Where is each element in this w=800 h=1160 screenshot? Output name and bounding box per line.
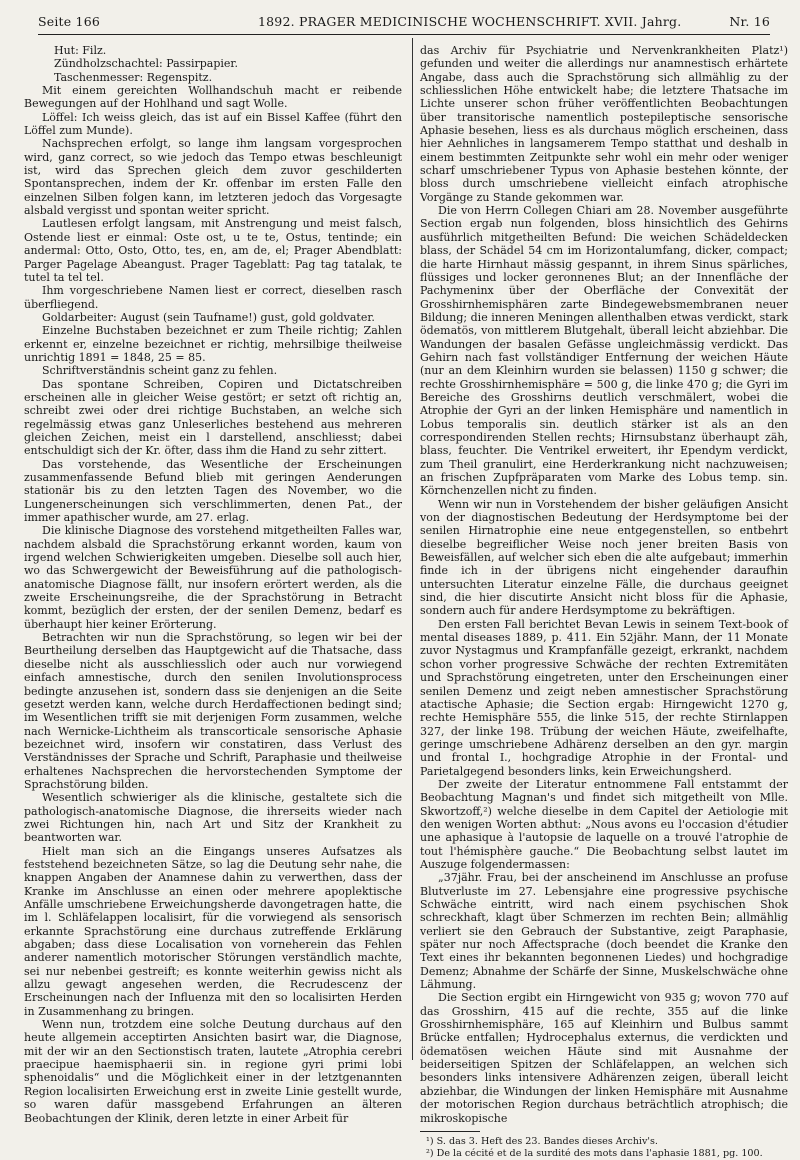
paragraph: Hielt man sich an die Eingangs unseres Aufsatzes als feststehend bezeichneten Sätze, so lag die Deutung sehr nahe, die knappen Angaben der Anamnese dahin zu verwerthen, dass der Kranke im Anschlusse an einen oder mehrere apoplektische Anfälle umschriebene Erweichungsherde davongetragen hatte, die im l. Schläfelappen localisirt, für die vorwiegend als sensorisch erkannte Sprachstörung eine durchaus zutreffende Erklärung abgaben; dass diese Localisation von vorneherein das Fehlen anderer namentlich motorischer Störungen verständlich machte, sei nur nebenbei gestreift; es konnte weiterhin gewiss nicht als allzu gewagt angesehen werden, die Recrudescenz der Erscheinungen nach der Influenza mit den so localisirten Herden in Zusammenhang zu bringen. xyxy=(24,844,402,1018)
paragraph: Ihm vorgeschriebene Namen liest er correct, dieselben rasch überfliegend. xyxy=(24,284,402,311)
paragraph: Mit einem gereichten Wollhandschuh macht er reibende Bewegungen auf der Hohlhand und sagt Wolle. xyxy=(24,84,402,111)
paragraph: Die Section ergibt ein Hirngewicht von 935 g; wovon 770 auf das Grosshirn, 415 auf die rechte, 355 auf die linke Grosshirnhemisphäre, 165 auf Kleinhirn und Bulbus sammt Brücke entfallen; Hydrocephalus externus, die verdickten und ödematösen weichen Häute sind mit Ausnahme der beiderseitigen Spitzen der Schläfelappen, an welchen sich besonders links intensivere Adhärenzen zeigen, überall leicht abziehbar, die Windungen der linken Hemisphäre mit Ausnahme der motorischen Region durchaus beträchtlich atrophisch; die mikroskopische xyxy=(420,991,788,1125)
paragraph: Einzelne Buchstaben bezeichnet er zum Theile richtig; Zahlen erkennt er, einzelne bezeichnet er richtig, mehrsilbige theilweise unrichtig 1891 = 1848, 25 = 85. xyxy=(24,324,402,364)
paragraph: Den ersten Fall berichtet Bevan Lewis in seinem Text-book of mental diseases 1889, p. 411. Ein 52jähr. Mann, der 11 Monate zuvor Nystagmus und Krampfanfälle gezeigt, erkrankt, nachdem schon vorher progressive Schwäche der rechten Extremitäten und Sprachstörung eingetreten, unter den Erscheinungen einer senilen Demenz und zeigt neben amnestischer Sprachstörung atactische Aphasie; die Section ergab: Hirngewicht 1270 g, rechte Hemisphäre 555, die linke 515, der rechte Stirnlappen 327, der linke 198. Trübung der weichen Häute, zweifelhafte, geringe umschriebene Adhärenz derselben an den gyr. margin und frontal I., hochgradige Atrophie in der Frontal- und Parietalgegend besonders links, kein Erweichungsherd. xyxy=(420,617,788,778)
paragraph: Goldarbeiter: August (sein Taufname!) gust, gold goldvater. xyxy=(42,310,375,324)
right-column xyxy=(420,44,788,1160)
header-rule xyxy=(38,34,770,35)
quoted-paragraph: „37jähr. Frau, bei der anscheinend im Anschlusse an profuse Blutverluste im 27. Lebensjahre eine progressive psychische Schwäche eintritt, wird nach einem psychischen Shok schreckhaft, klagt über Schmerzen im rechten Bein; allmählig verliert sie den Gebrauch der Substantive, zeigt Paraphasie, später nur noch Affectsprache (doch beendet die Kranke den Text eines ihr bekannten begonnenen Liedes) und hochgradige Demenz; Abnahme der Schärfe der Sinne, Muskelschwäche ohne Lähmung. xyxy=(420,871,788,992)
paragraph: Der zweite der Literatur entnommene Fall entstammt der Beobachtung Magnan's und findet sich mitgetheilt von Mlle. Skwortzoff,²) welche dieselbe in dem Capitel der Aetiologie mit den wenigen Worten abthut: „Nous avons eu l'occasion d'étudier une aphasique à l'autopsie de laquelle on a trouvé l'atrophie de tout l'hémisphère gauche.“ Die Beobachtung selbst lautet im Auszuge folgendermassen: xyxy=(420,777,788,871)
paragraph: Wenn nun, trotzdem eine solche Deutung durchaus auf den heute allgemein acceptirten Ansichten basirt war, die Diagnose, mit der wir an den Sectionstisch traten, lautete „Atrophia cerebri praecipue haemisphaerii sin. in regione gyri primi lobi sphenoidalis“ und die Möglichkeit einer in der letztgenannten Region localisirten Erweichung erst in zweite Linie gestellt wurde, so waren dafür massgebend Erfahrungen an älteren Beobachtungen der Klinik, deren letzte in einer Arbeit für xyxy=(24,1018,402,1125)
journal-title: 1892. PRAGER MEDICINISCHE WOCHENSCHRIFT. XVII. Jahrg. xyxy=(258,14,682,29)
paragraph: Das spontane Schreiben, Copiren und Dictatschreiben erscheinen alle in gleicher Weise gestört; er setzt oft richtig an, schreibt zwei oder drei richtige Buchstaben, an welche sich regelmässig etwas ganz Unleserliches bestehend aus mehreren gleichen Zeichen, meist ein l darstellend, anschliesst; dabei entschuldigt sich der Kr. öfter, dass ihm die Hand zu sehr zittert. xyxy=(24,377,402,458)
running-header xyxy=(38,10,770,36)
paragraph: Schriftverständnis scheint ganz zu fehlen. xyxy=(42,364,278,378)
paragraph: Das vorstehende, das Wesentliche der Erscheinungen zusammenfassende Befund blieb mit geringen Aenderungen stationär bis zu den letzten Tagen des November, wo die Lungenerscheinungen sich verschlimmerten, denen Pat., der immer apathischer wurde, am 27. erlag. xyxy=(24,457,402,525)
paragraph: Wenn wir nun in Vorstehendem der bisher geläufigen Ansicht von der diagnostischen Bedeutung der Herdsymptome bei der senilen Hirnatrophie eine neue entgegenstellen, so entbehrt dieselbe begreiflicher Weise noch jener breiten Basis von Beweisfällen, auf welcher sich eben die alte aufgebaut; immerhin finde ich in der übrigens nicht eingehender daraufhin untersuchten Literatur einzelne Fälle, die durchaus geeignet sind, die hier discutirte Ansicht nicht bloss für die Aphasie, sondern auch für andere Herdsymptome zu bekräftigen. xyxy=(420,497,788,618)
paragraph: Zündholzschachtel: Passirpapier. xyxy=(54,57,238,71)
left-column xyxy=(24,44,402,1125)
paragraph: Die klinische Diagnose des vorstehend mitgetheilten Falles war, nachdem alsbald die Sprachstörung erkannt worden, kaum von irgend welchen Schwierigkeiten umgeben. Dieselbe soll auch hier, wo das Schwergewicht der Beweisführung auf die pathologisch-anatomische Diagnose fällt, nur insofern erörtert werden, als die zweite Erscheinungsreihe, die der Sprachstörung in Betracht kommt, bezüglich der ersten, der der senilen Demenz, bedarf es überhaupt hier keiner Erörterung. xyxy=(24,524,402,631)
paragraph: Lautlesen erfolgt langsam, mit Anstrengung und meist falsch, Ostende liest er einmal: Oste ost, u te te, Ostus, tentinde; ein andermal: Otto, Osto, Otto, tes, en, am de, el; Prager Abendblatt: Parger Pagelage Abeangust. Prager Tageblatt: Pag tag tatalak, te tutel ta tel tel. xyxy=(24,217,402,284)
paragraph: Wesentlich schwieriger als die klinische, gestaltete sich die pathologisch-anatomische Diagnose, die ihrerseits wieder nach zwei Richtungen hin, nach Art und Sitz der Krankheit zu beantworten war. xyxy=(24,791,402,845)
paragraph: Löffel: Ich weiss gleich, das ist auf ein Bissel Kaffee (führt den Löffel zum Munde). xyxy=(24,110,402,138)
footnote-rule xyxy=(420,1131,480,1132)
paragraph: Taschenmesser: Regenspitz. xyxy=(54,70,213,84)
paragraph: Hut: Filz. xyxy=(54,44,107,57)
paragraph: Die von Herrn Collegen Chiari am 28. November ausgeführte Section ergab nun folgenden, bloss hinsichtlich des Gehirns ausführlich mitgetheilten Befund: Die weichen Schädeldecken blass, der Schädel 54 cm im Horizontalumfang, dicker, compact; die harte Hirnhaut mässig gespannt, in ihrem Sinus spärliches, flüssiges und locker geronnenes Blut; an der Innenfläche der Pachymeninx über der Oberfläche der Convexität der Grosshirnhemisphären zarte Bindegewebsmembranen neuer Bildung; die inneren Meningen allenthalben etwas verdickt, stark ödematös, von mittlerem Blutgehalt, überall leicht abziehbar. Die Wandungen der basalen Gefässe ungleichmässig verdickt. Das Gehirn nach fast vollständiger Entfernung der weichen Häute (nur an dem Kleinhirn wurden sie belassen) 1150 g schwer; die rechte Grosshirnhemisphäre = 500 g, die linke 470 g; die Gyri im Bereiche des Grosshirns deutlich verschmälert, wobei die Atrophie der Gyri an der linken Hemisphäre und namentlich in Lobus temporalis sin. deutlich stärker ist als an den correspondirenden Stellen rechts; Hirnsubstanz überhaupt zäh, blass, feuchter. Die Ventrikel erweitert, ihr Ependym verdickt, zum Theil granulirt, eine Herderkrankung nicht nachzuweisen; an frischen Zupfpräparaten vom Marke des Lobus temp. sin. Körnchenzellen nicht zu finden. xyxy=(420,204,788,498)
page-number: Seite 166 xyxy=(38,14,101,29)
footnote: ²) De la cécité et de la surdité des mots dans l'aphasie 1881, pg. 100. xyxy=(426,1147,763,1159)
footnote: ¹) S. das 3. Heft des 23. Bandes dieses Archiv's. xyxy=(426,1135,658,1147)
paragraph: das Archiv für Psychiatrie und Nervenkrankheiten Platz¹) gefunden und weiter die allerdings nur anamnestisch erhärtete Angabe, dass auch die Sprachstörung sich allmählig zu der schliesslichen Höhe entwickelt habe; die letztere Thatsache im Lichte unserer schon früher veröffentlichten Beobachtungen über transitorische namentlich postepileptische sensorische Aphasie besehen, liess es als durchaus möglich erscheinen, dass hier Aehnliches in langsamerem Tempo statthat und deshalb in einem bestimmten Zeitpunkte sehr wohl ein mehr oder weniger scharf umschriebener Typus von Aphasie bestehen könnte, der bloss durch umschriebene vielleicht einfach atrophische Vorgänge zu Stande gekommen war. xyxy=(420,44,788,204)
issue-number: Nr. 16 xyxy=(729,14,770,29)
paragraph: Betrachten wir nun die Sprachstörung, so legen wir bei der Beurtheilung derselben das Hauptgewicht auf die Thatsache, dass dieselbe nicht als ausschliesslich oder auch nur vorwiegend einfach amnestische, durch den senilen Involutionsprocess bedingte anzusehen ist, sondern dass sie denjenigen an die Seite gesetzt werden kann, welche durch Herdaffectionen bedingt sind; im Wesentlichen trifft sie mit derjenigen Form zusammen, welche nach Wernicke-Lichtheim als transcorticale sensorische Aphasie bezeichnet wird, insofern wir constatiren, dass Verlust des Verständnisses der Sprache und Schrift, Paraphasie und theilweise erhaltenes Nachsprechen die hervorstechenden Symptome der Sprachstörung bilden. xyxy=(24,631,402,791)
column-divider xyxy=(412,38,413,1060)
paragraph: Nachsprechen erfolgt, so lange ihm langsam vorgesprochen wird, ganz correct, so wie jedoch das Tempo etwas beschleunigt ist, wird das Sprechen gleich dem zuvor geschilderten Spontansprechen, indem der Kr. offenbar im ersten Falle den einzelnen Silben folgen kann, im letzteren jedoch das Vorgesagte alsbald vergisst und spontan weiter spricht. xyxy=(24,137,402,218)
